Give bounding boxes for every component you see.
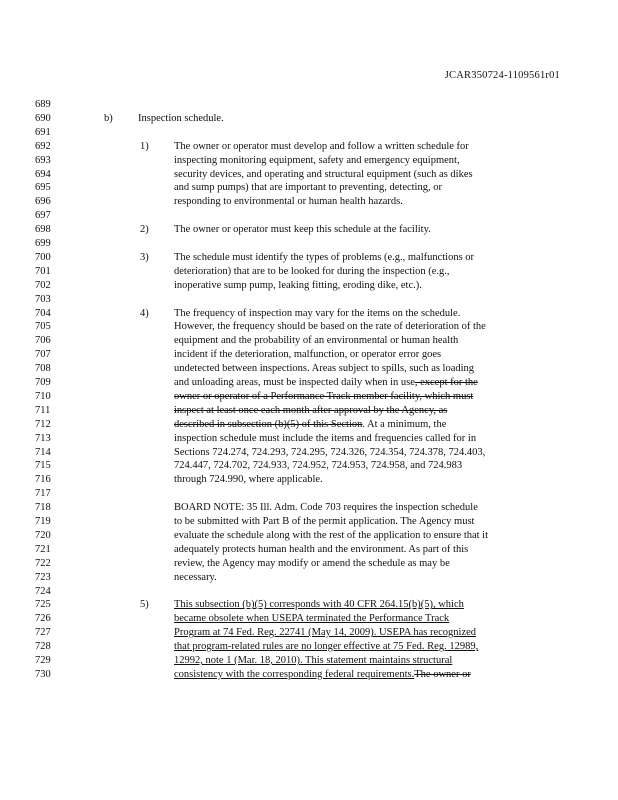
line-number: 716 <box>35 474 51 486</box>
document-line <box>0 418 618 432</box>
line-text <box>174 195 403 209</box>
text-segment: incident if the deterioration, malfunction, or operator error goes <box>174 349 442 361</box>
line-text <box>174 432 476 446</box>
inserted-text: This subsection (b)(5) corresponds with 40 CFR 264.15(b)(5), which <box>174 599 464 611</box>
line-number: 706 <box>35 335 51 347</box>
line-number: 689 <box>35 99 51 110</box>
document-line <box>0 140 618 154</box>
line-text <box>174 140 469 154</box>
document-line <box>0 209 618 223</box>
text-segment: The schedule must identify the types of problems (e.g., malfunctions or <box>174 251 475 263</box>
line-text <box>174 376 478 390</box>
line-number: 705 <box>35 321 51 333</box>
line-number: 693 <box>35 154 51 166</box>
line-text <box>174 181 442 195</box>
subsection-label: b) <box>104 112 113 124</box>
line-number: 714 <box>35 446 51 458</box>
document-line <box>0 640 618 654</box>
text-segment: evaluate the schedule along with the rest of the application to ensure that it <box>174 529 489 541</box>
document-line <box>0 362 618 376</box>
line-text <box>174 404 447 418</box>
line-number: 698 <box>35 224 51 236</box>
line-number: 728 <box>35 641 51 653</box>
line-number: 729 <box>35 655 51 666</box>
line-text <box>174 571 217 585</box>
text-segment: The owner or operator must develop and follow a written schedule for <box>174 140 469 152</box>
deleted-text: described in subsection (b)(5) of this Section <box>174 418 363 430</box>
line-text <box>138 112 224 126</box>
document-line <box>0 279 618 293</box>
document-line <box>0 181 618 195</box>
document-line <box>0 557 618 571</box>
subsection-label: 4) <box>140 307 149 319</box>
document-line <box>0 473 618 487</box>
text-segment: inspection schedule must include the items and frequencies called for in <box>174 432 477 444</box>
line-number: 709 <box>35 377 51 388</box>
line-number: 723 <box>35 571 51 583</box>
line-number: 715 <box>35 460 51 472</box>
line-text <box>174 265 450 279</box>
text-segment: However, the frequency should be based on the rate of deterioration of the <box>174 321 486 333</box>
line-number: 719 <box>35 516 51 527</box>
document-line <box>0 98 618 112</box>
document-line <box>0 501 618 515</box>
line-text <box>174 557 450 571</box>
line-number: 724 <box>35 585 51 597</box>
document-line <box>0 348 618 362</box>
page-header: JCAR350724-1109561r01 <box>444 70 560 81</box>
document-line <box>0 571 618 585</box>
line-text <box>174 251 474 265</box>
line-number: 718 <box>35 502 51 514</box>
deleted-text: inspect at least once each month after approval by the Agency, as <box>174 404 448 416</box>
inserted-text: Program at 74 Fed. Reg. 22741 (May 14, 2009). USEPA has recognized <box>174 627 477 639</box>
document-line <box>0 265 618 279</box>
text-segment: deterioration) that are to be looked for during the inspection (e.g., <box>174 265 450 277</box>
line-number: 701 <box>35 265 51 277</box>
line-text <box>174 473 323 487</box>
document-line <box>0 293 618 307</box>
document-line <box>0 251 618 265</box>
text-segment: The frequency of inspection may vary for the items on the schedule. <box>174 307 461 319</box>
line-text <box>174 390 473 404</box>
document-line <box>0 112 618 126</box>
text-segment: BOARD NOTE: 35 Ill. Adm. Code 703 requires the inspection schedule <box>174 502 478 514</box>
line-number: 703 <box>35 293 51 305</box>
text-segment: security devices, and operating and structural equipment (such as dikes <box>174 168 473 180</box>
text-segment: . At a minimum, the <box>362 418 447 430</box>
document-line <box>0 459 618 473</box>
document-line <box>0 376 618 390</box>
line-number: 721 <box>35 543 51 555</box>
line-number: 694 <box>35 168 51 180</box>
text-segment: inoperative sump pump, leaking fitting, eroding dike, etc.). <box>174 279 422 291</box>
line-text <box>174 668 471 682</box>
deleted-text: , except for the <box>414 377 478 388</box>
inserted-text: 12992, note 1 (Mar. 18, 2010). This statement maintains structural <box>174 655 453 666</box>
line-number: 704 <box>35 307 51 319</box>
document-line <box>0 626 618 640</box>
line-number: 713 <box>35 432 51 444</box>
line-number: 700 <box>35 251 51 263</box>
line-text <box>174 168 473 182</box>
line-text <box>174 501 478 515</box>
document-line <box>0 195 618 209</box>
document-line <box>0 612 618 626</box>
line-text <box>174 362 474 376</box>
document-line <box>0 668 618 682</box>
text-segment: inspecting monitoring equipment, safety and emergency equipment, <box>174 154 460 166</box>
text-segment: to be submitted with Part B of the permit application. The Agency must <box>174 516 475 527</box>
document-line <box>0 515 618 529</box>
text-segment: undetected between inspections. Areas subject to spills, such as loading <box>174 363 475 375</box>
document-line <box>0 446 618 460</box>
line-number: 708 <box>35 363 51 375</box>
text-segment: necessary. <box>174 571 217 583</box>
text-segment: Sections 724.274, 724.293, 724.295, 724.326, 724.354, 724.378, 724.403, <box>174 446 486 458</box>
document-line <box>0 237 618 251</box>
subsection-label: 2) <box>140 224 149 236</box>
text-segment: and sump pumps) that are important to preventing, detecting, or <box>174 182 442 194</box>
inserted-text: that program-related rules are no longer effective at 75 Fed. Reg. 12989, <box>174 641 479 653</box>
line-text <box>174 654 452 668</box>
inserted-text: became obsolete when USEPA terminated the Performance Track <box>174 613 450 625</box>
line-number: 725 <box>35 599 51 611</box>
text-segment: equipment and the probability of an environmental or human health <box>174 335 459 347</box>
document-line <box>0 223 618 237</box>
line-text <box>174 529 488 543</box>
line-number: 696 <box>35 196 51 208</box>
document-line <box>0 487 618 501</box>
document-line <box>0 598 618 612</box>
text-segment: and unloading areas, must be inspected daily when in use <box>174 377 415 388</box>
line-number: 720 <box>35 529 51 541</box>
document-line <box>0 404 618 418</box>
text-segment: 724.447, 724.702, 724.933, 724.952, 724.953, 724.958, and 724.983 <box>174 460 463 472</box>
line-number: 707 <box>35 349 51 361</box>
inserted-text: consistency with the corresponding federal requirements. <box>174 668 415 680</box>
line-text <box>174 154 460 168</box>
line-number: 699 <box>35 238 51 249</box>
line-text <box>174 459 462 473</box>
text-segment: Inspection schedule. <box>138 112 224 124</box>
line-number: 711 <box>35 404 51 416</box>
document-line <box>0 585 618 599</box>
text-segment: The owner or operator must keep this schedule at the facility. <box>174 224 431 236</box>
line-text <box>174 446 485 460</box>
text-segment: review, the Agency may modify or amend the schedule as may be <box>174 557 450 569</box>
document-line <box>0 529 618 543</box>
subsection-label: 3) <box>140 251 149 263</box>
subsection-label: 5) <box>140 599 149 611</box>
line-number: 722 <box>35 557 51 569</box>
document-line <box>0 168 618 182</box>
line-number: 726 <box>35 613 51 625</box>
line-number: 691 <box>35 126 51 138</box>
document-line <box>0 320 618 334</box>
document-line <box>0 334 618 348</box>
line-text <box>174 640 478 654</box>
document-line <box>0 154 618 168</box>
line-text <box>174 348 441 362</box>
line-text <box>174 320 486 334</box>
document-line <box>0 390 618 404</box>
line-number: 717 <box>35 488 51 500</box>
document-line <box>0 654 618 668</box>
line-number: 702 <box>35 279 51 291</box>
line-text <box>174 515 474 529</box>
line-text <box>174 612 449 626</box>
deleted-text: The owner or <box>414 668 471 680</box>
line-text <box>174 598 464 612</box>
document-line <box>0 307 618 321</box>
line-number: 695 <box>35 182 51 194</box>
document-line <box>0 432 618 446</box>
line-text <box>174 626 476 640</box>
text-segment: responding to environmental or human health hazards. <box>174 196 403 208</box>
line-text <box>174 279 422 293</box>
line-number: 690 <box>35 112 51 124</box>
text-segment: adequately protects human health and the environment. As part of this <box>174 543 469 555</box>
line-text <box>174 543 468 557</box>
subsection-label: 1) <box>140 140 149 152</box>
line-number: 692 <box>35 140 51 152</box>
line-number: 697 <box>35 210 51 222</box>
line-text <box>174 334 458 348</box>
text-segment: through 724.990, where applicable. <box>174 474 323 486</box>
document-line <box>0 543 618 557</box>
line-number: 710 <box>35 390 51 402</box>
document-line <box>0 126 618 140</box>
line-text <box>174 223 431 237</box>
line-number: 712 <box>35 418 51 430</box>
line-number: 727 <box>35 627 51 639</box>
line-number: 730 <box>35 668 51 680</box>
line-text <box>174 418 446 432</box>
line-text <box>174 307 460 321</box>
deleted-text: owner or operator of a Performance Track member facility, which must <box>174 390 474 402</box>
